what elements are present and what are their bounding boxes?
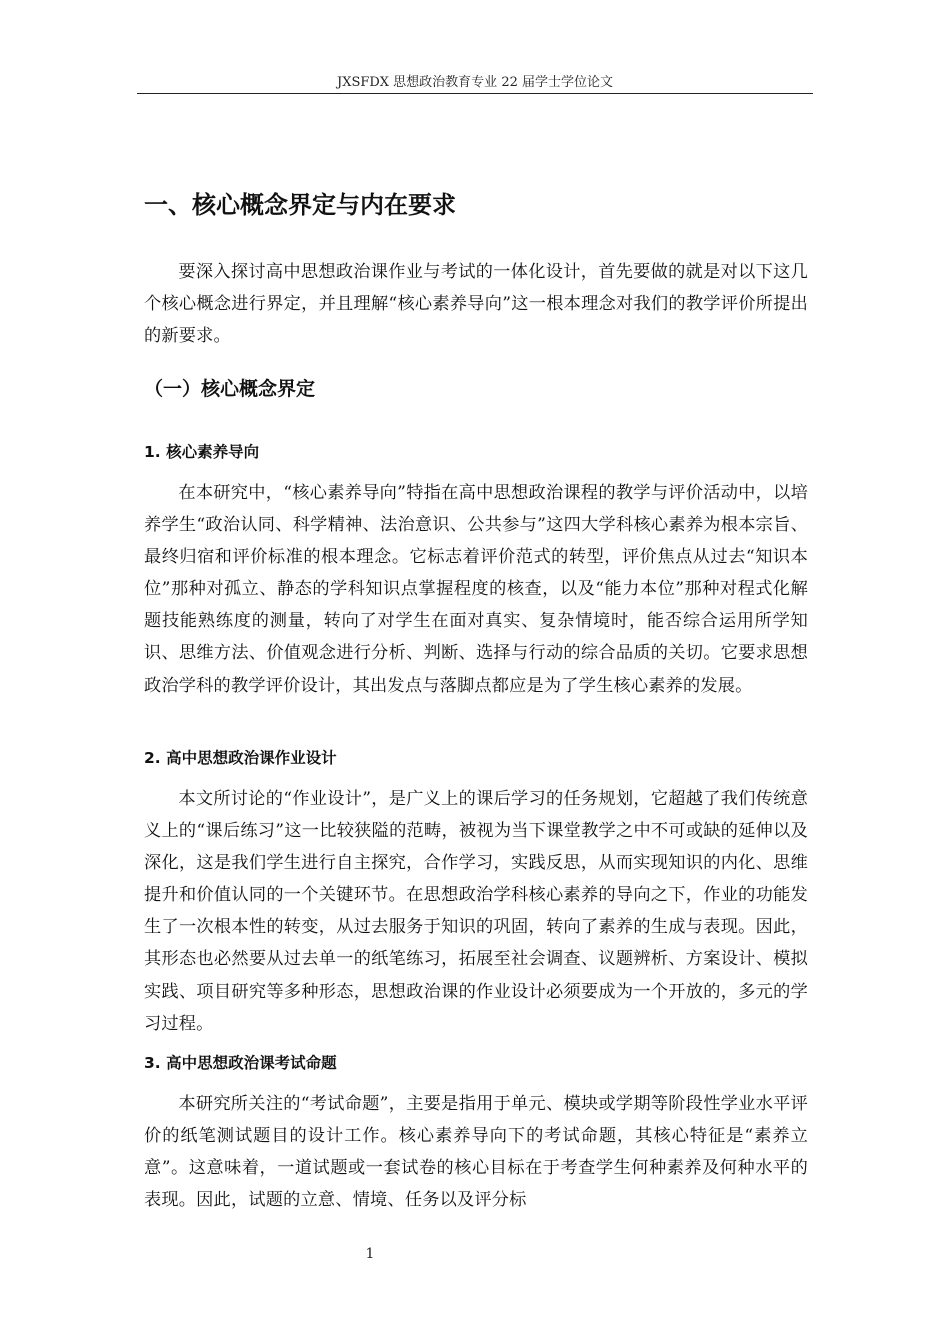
page-number: 1 — [365, 1246, 375, 1262]
subsection-paragraph-3: 本研究所关注的“考试命题”，主要是指用于单元、模块或学期等阶段性学业水平评价的纸笔测试题目的设计工作。核心素养导向下的考试命题，其核心特征是“素养立意”。这意味着，一道试题或一套试卷的核心目标在于考查学生何种素养及何种水平的表现。因此，试题的立意、情境、任务以及评分标 — [144, 1094, 808, 1211]
chapter-intro-paragraph: 要深入探讨高中思想政治课作业与考试的一体化设计，首先要做的就是对以下这几个核心概念进行界定，并且理解“核心素养导向”这一根本理念对我们的教学评价所提出的新要求。 — [144, 262, 808, 347]
running-header: JXSFDX 思想政治教育专业 22 届学士学位论文 — [336, 75, 613, 90]
subsection-title-3: 3. 高中思想政治课考试命题 — [144, 1054, 337, 1072]
subsection-title-1: 1. 核心素养导向 — [144, 443, 260, 461]
section-title: （一）核心概念界定 — [144, 378, 316, 400]
subsection-paragraph-1: 在本研究中，“核心素养导向”特指在高中思想政治课程的教学与评价活动中，以培养学生“政治认同、科学精神、法治意识、公共参与”这四大学科核心素养为根本宗旨、最终归宿和评价标准的根本理念。它标志着评价范式的转型，评价焦点从过去“知识本位”那种对孤立、静态的学科知识点掌握程度的核查，以及“能力本位”那种对程式化解题技能熟练度的测量，转向了对学生在面对真实、复杂情境时，能否综合运用所学知识、思维方法、价值观念进行分析、判断、选择与行动的综合品质的关切。它要求思想政治学科的教学评价设计，其出发点与落脚点都应是为了学生核心素养的发展。 — [144, 483, 808, 696]
subsection-paragraph-2: 本文所讨论的“作业设计”，是广义上的课后学习的任务规划，它超越了我们传统意义上的“课后练习”这一比较狭隘的范畴，被视为当下课堂教学之中不可或缺的延伸以及深化，这是我们学生进行自主探究，合作学习，实践反思，从而实现知识的内化、思维提升和价值认同的一个关键环节。在思想政治学科核心素养的导向之下，作业的功能发生了一次根本性的转变，从过去服务于知识的巩固，转向了素养的生成与表现。因此，其形态也必然要从过去单一的纸笔练习，拓展至社会调查、议题辨析、方案设计、模拟实践、项目研究等多种形态，思想政治课的作业设计必须要成为一个开放的，多元的学习过程。 — [144, 789, 808, 1034]
header-rule — [137, 93, 813, 94]
chapter-title: 一、核心概念界定与内在要求 — [144, 191, 456, 219]
subsection-title-2: 2. 高中思想政治课作业设计 — [144, 749, 337, 767]
